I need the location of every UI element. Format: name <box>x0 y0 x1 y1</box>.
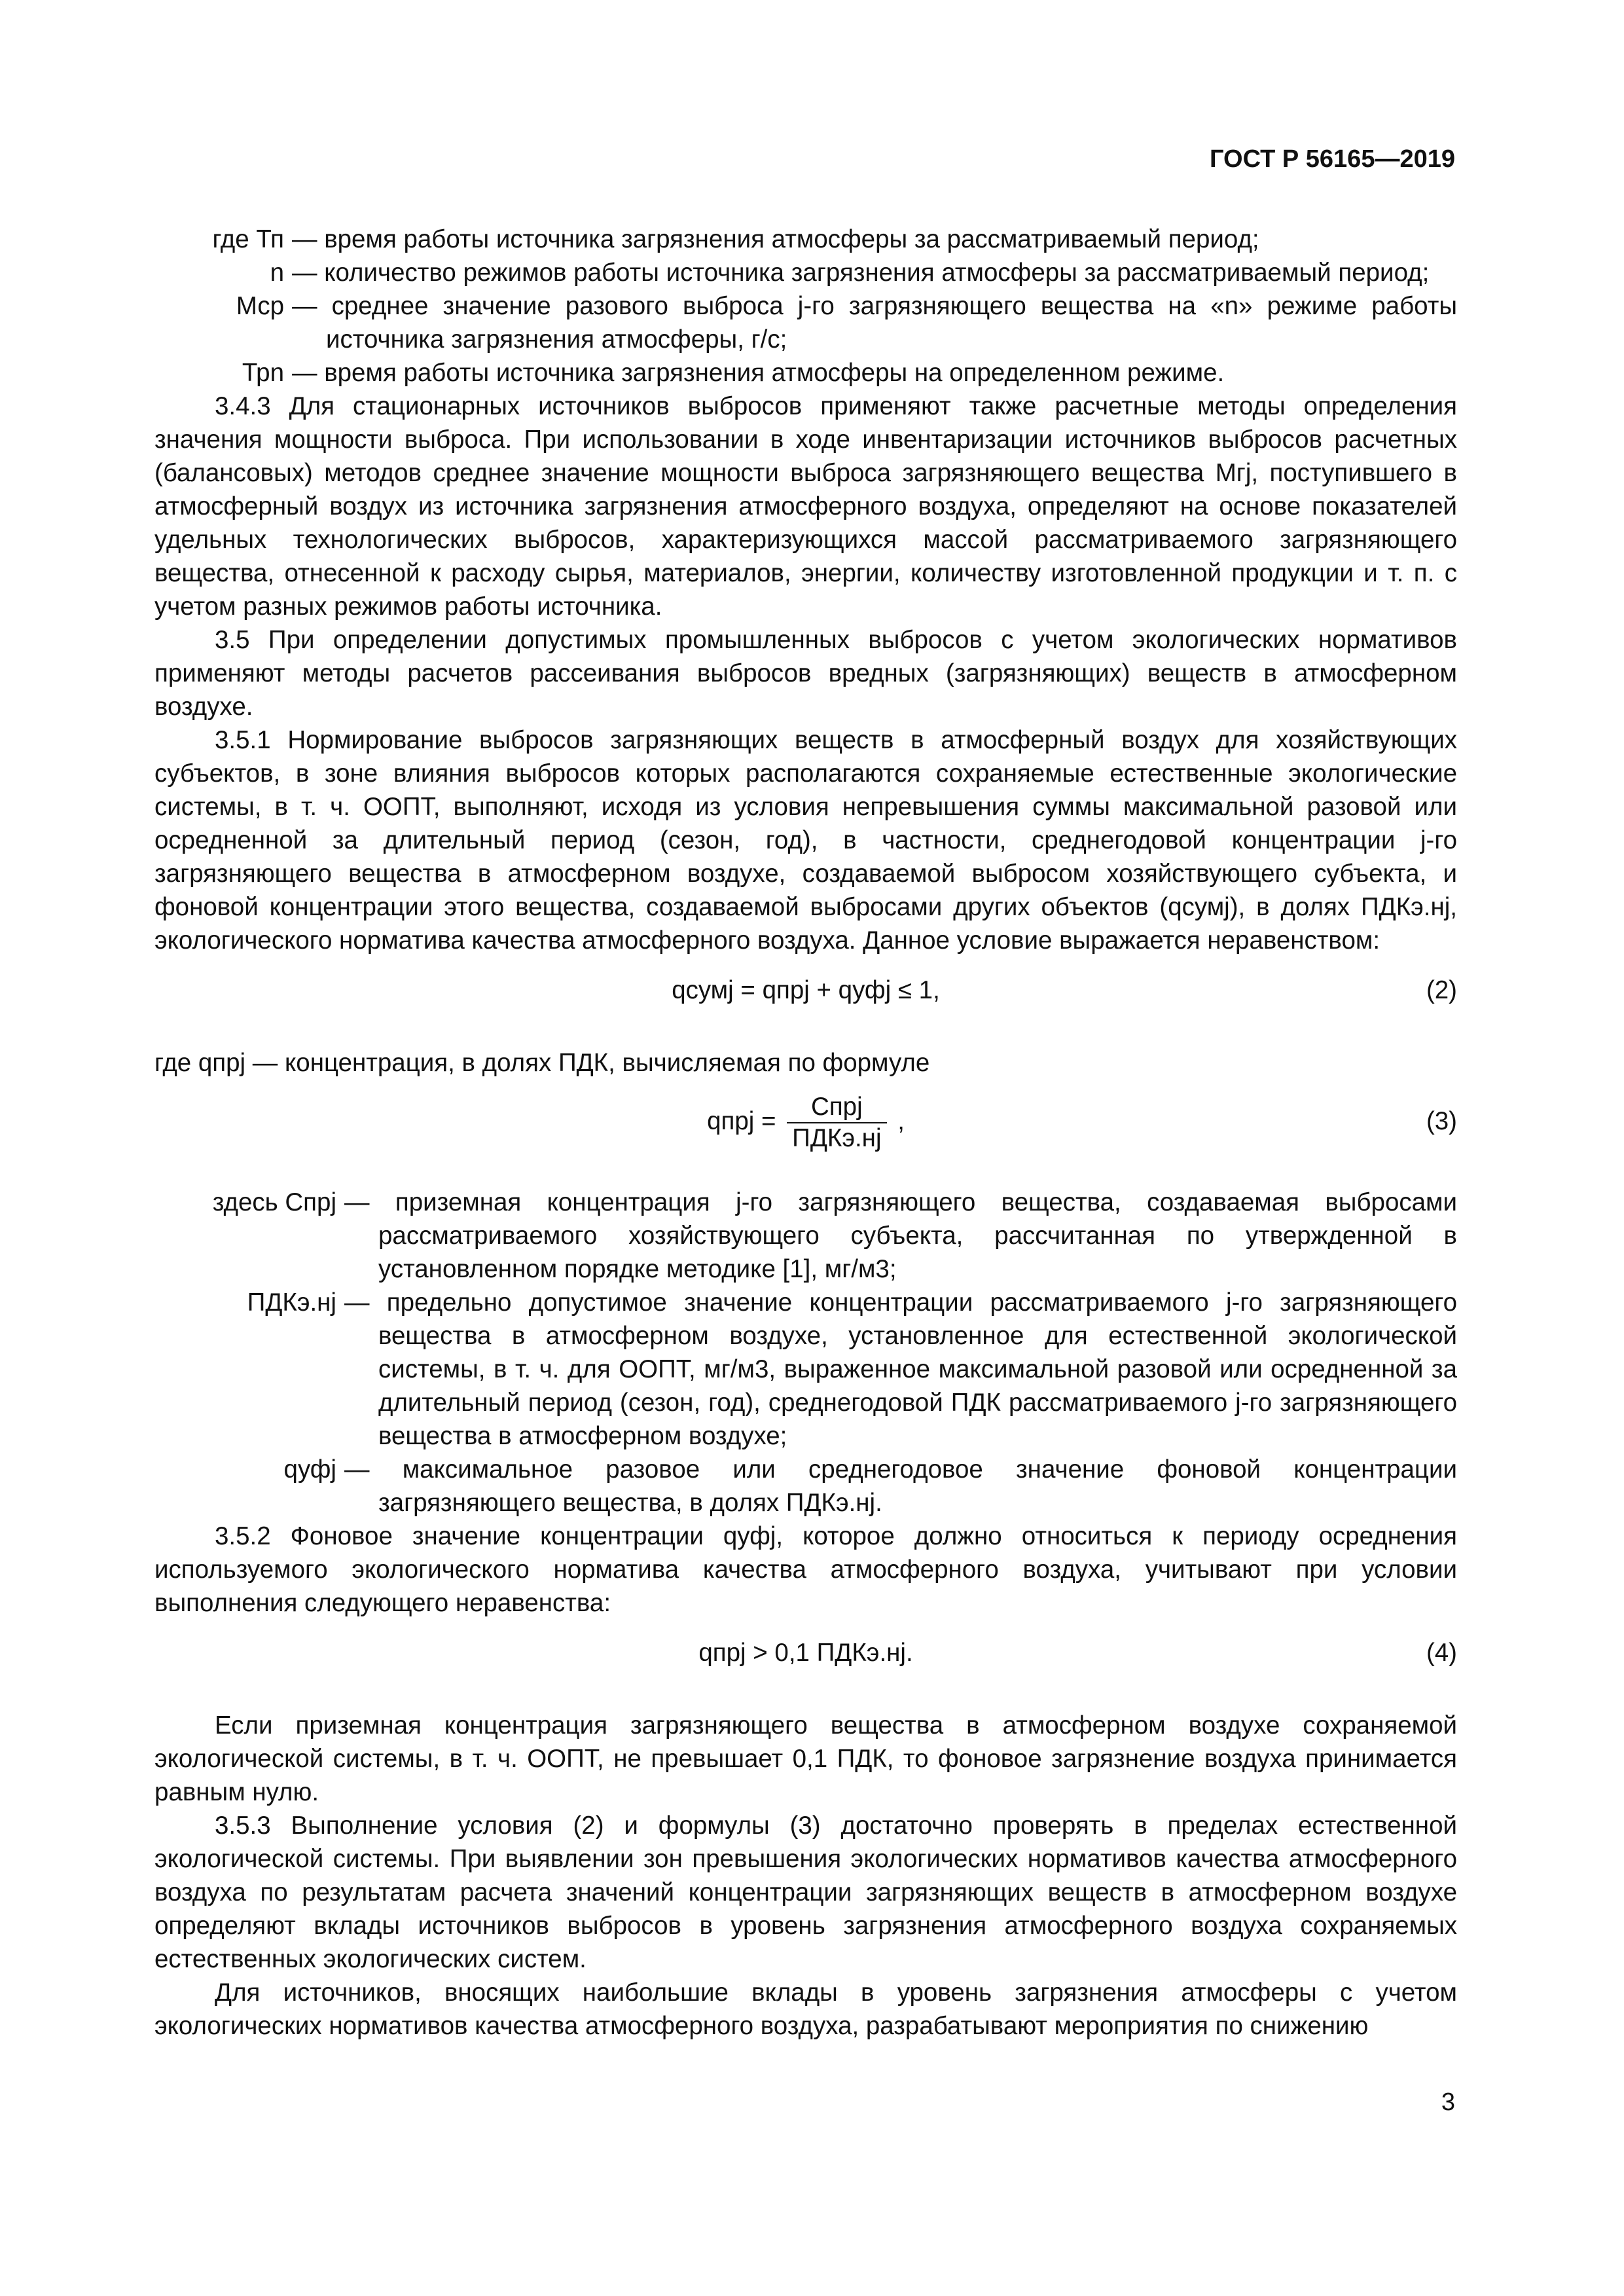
formula-3 <box>154 1080 1457 1163</box>
paragraph-3-5: 3.5 При определении допустимых промышленных выбросов с учетом экологических нормативов применяют методы расчетов рассеивания выбросов вредных (загрязняющих) веществ в атмосферном воздухе. <box>154 626 1457 721</box>
definition-term: Трn <box>242 359 284 387</box>
definition-term: Мср <box>236 292 284 320</box>
definitions-list-2 <box>154 1186 1457 1520</box>
formula-4 <box>154 1620 1457 1686</box>
page-body <box>154 223 1457 2043</box>
formula-3-numerator: Cпрj <box>811 1092 863 1121</box>
formula-4-number: (4) <box>1426 1639 1457 1667</box>
definition-text: — количество режимов работы источника загрязнения атмосферы за рассматриваемый период; <box>292 259 1430 287</box>
formula-2-expression: qсумj = qпрj + qуфj ≤ 1, <box>672 976 940 1004</box>
definition-term: здесь Спрj <box>212 1188 336 1216</box>
page-number: 3 <box>1441 2088 1455 2116</box>
definition-term: ПДКэ.нj <box>247 1288 336 1317</box>
formula-3-number: (3) <box>1426 1107 1457 1135</box>
formula-3-fraction <box>787 1092 886 1154</box>
definition-text: — максимальное разовое или среднегодовое значение фоновой концентрации загрязняющего вещества, в долях ПДКэ.нj. <box>344 1455 1457 1517</box>
formula-2-number: (2) <box>1426 976 1457 1004</box>
definition-text: — время работы источника загрязнения атмосферы на определенном режиме. <box>292 359 1225 387</box>
paragraph-3-4-3: 3.4.3 Для стационарных источников выбросов применяют также расчетные методы определения значения мощности выброса. При использовании в ходе инвентаризации источников выбросов расчетных (балансовых) методов среднее значение мощности выброса загрязняющего вещества Мгj, поступившего в атмосферный воздух из источника загрязнения атмосферного воздуха, определяют на основе показателей удельных технологических выбросов, характеризующихся массой рассматриваемого загрязняющего вещества, отнесенной к расходу сырья, материалов, энергии, количеству изготовленной продукции и т. п. с учетом разных режимов работы источника. <box>154 392 1457 621</box>
formula-3-tail: , <box>897 1107 905 1135</box>
definition-term: n <box>270 259 284 287</box>
formula-3-lhs: qпрj = <box>707 1107 776 1135</box>
paragraph-where-q: где qпрj — концентрация, в долях ПДК, вычисляемая по формуле <box>154 1049 930 1077</box>
definition-term: где Тп <box>212 225 284 253</box>
definitions-list-1 <box>154 223 1457 390</box>
formula-4-expression: qпрj > 0,1 ПДКэ.нj. <box>698 1639 913 1667</box>
definition-text: — приземная концентрация j-го загрязняющего вещества, создаваемая выбросами рассматриваемого хозяйствующего субъекта, рассчитанная по утвержденной в установленном порядке методике [1], мг/м3; <box>344 1188 1457 1283</box>
formula-2 <box>154 957 1457 1024</box>
definition-term: qуфj <box>283 1455 336 1484</box>
paragraph-3-5-3: 3.5.3 Выполнение условия (2) и формулы (3) достаточно проверять в пределах естественной экологической системы. При выявлении зон превышения экологических нормативов качества атмосферного воздуха по результатам расчета значений концентрации загрязняющих веществ в атмосферном воздухе определяют вклады источников выбросов в уровень загрязнения атмосферного воздуха сохраняемых естественных экологических систем. <box>154 1812 1457 1973</box>
paragraph-background-zero: Если приземная концентрация загрязняющего вещества в атмосферном воздухе сохраняемой экологической системы, в т. ч. ООПТ, не превышает 0,1 ПДК, то фоновое загрязнение воздуха принимается равным нулю. <box>154 1711 1457 1806</box>
paragraph-sources: Для источников, вносящих наибольшие вклады в уровень загрязнения атмосферы с учетом экологических нормативов качества атмосферного воздуха, разрабатывают мероприятия по снижению <box>154 1978 1457 2040</box>
definition-text: — предельно допустимое значение концентрации рассматриваемого j-го загрязняющего вещества в атмосферном воздухе, установленное для естественной экологической системы, в т. ч. для ООПТ, мг/м3, выраженное максимальной разовой или осредненной за длительный период (сезон, год), среднегодовой ПДК рассматриваемого j-го загрязняющего вещества в атмосферном воздухе; <box>344 1288 1457 1450</box>
definition-text: — среднее значение разового выброса j-го загрязняющего вещества на «n» режиме работы источника загрязнения атмосферы, г/с; <box>292 292 1457 354</box>
standard-code: ГОСТ Р 56165—2019 <box>1210 145 1455 173</box>
definition-text: — время работы источника загрязнения атмосферы за рассматриваемый период; <box>292 225 1259 253</box>
formula-3-denominator: ПДКэ.нj <box>787 1122 886 1154</box>
paragraph-3-5-2: 3.5.2 Фоновое значение концентрации qуфj, которое должно относиться к периоду осреднения используемого экологического норматива качества атмосферного воздуха, учитывают при условии выполнения следующего неравенства: <box>154 1522 1457 1617</box>
paragraph-3-5-1: 3.5.1 Нормирование выбросов загрязняющих веществ в атмосферный воздух для хозяйствующих субъектов, в зоне влияния выбросов которых располагаются сохраняемые естественные экологические системы, в т. ч. ООПТ, выполняют, исходя из условия непревышения суммы максимальной разовой или осредненной за длительный период (сезон, год), в частности, среднегодовой концентрации j-го загрязняющего вещества в атмосферном воздухе, создаваемой выбросом хозяйствующего субъекта, и фоновой концентрации этого вещества, создаваемой выбросами других объектов (qсумj), в долях ПДКэ.нj, экологического норматива качества атмосферного воздуха. Данное условие выражается неравенством: <box>154 726 1457 955</box>
